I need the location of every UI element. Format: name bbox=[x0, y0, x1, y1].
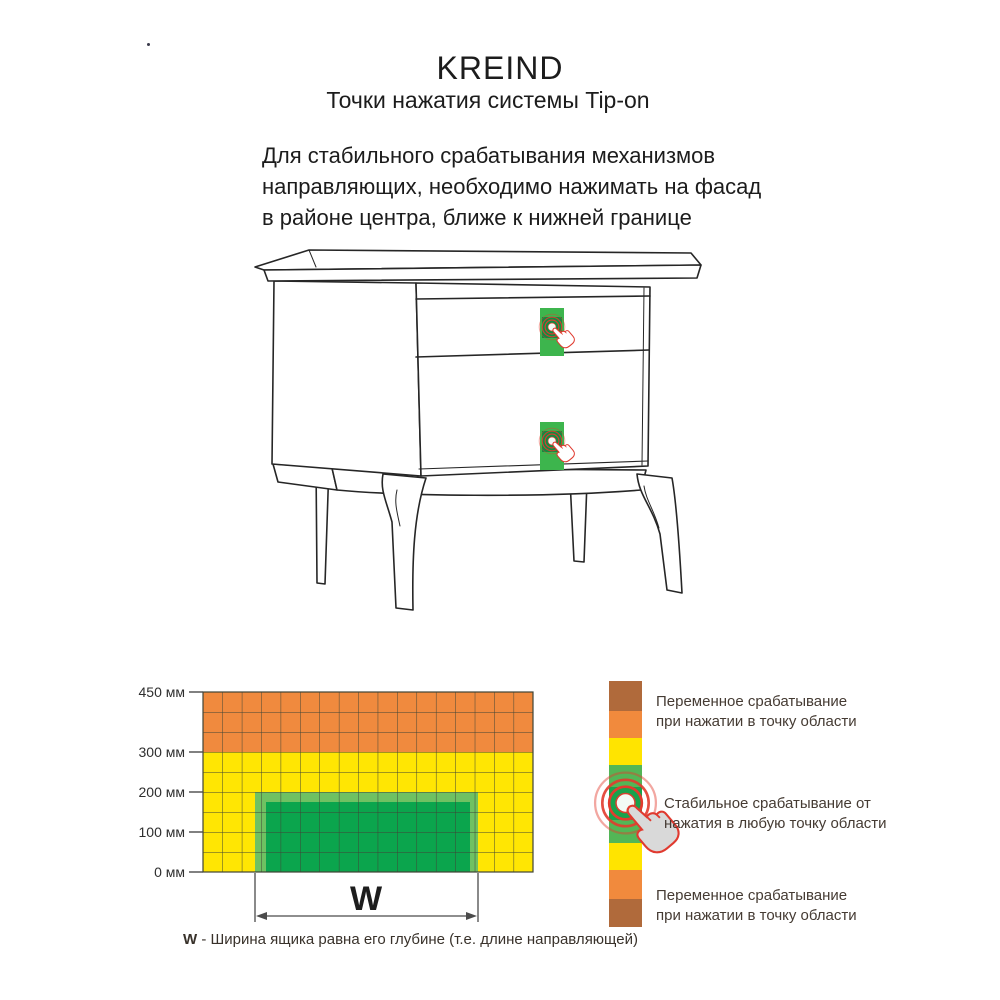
nightstand-illustration bbox=[240, 238, 720, 638]
stray-dot bbox=[147, 43, 150, 46]
legend-bottom-line-2: при нажатии в точку области bbox=[656, 906, 857, 924]
tick-100: 100 мм bbox=[138, 824, 185, 840]
description-line-2: направляющих, необходимо нажимать на фасад bbox=[262, 174, 762, 199]
legend-top-line-2: при нажатии в точку области bbox=[656, 712, 857, 730]
legend-middle-line-1: Стабильное срабатывание от bbox=[664, 795, 871, 812]
grid-lines bbox=[203, 692, 533, 872]
width-label: W bbox=[349, 880, 383, 918]
legend-middle-line-2: нажатия в любую точку области bbox=[664, 814, 887, 832]
page-subtitle: Точки нажатия системы Tip-on bbox=[326, 87, 650, 113]
description-line-1: Для стабильного срабатывания механизмов bbox=[262, 143, 716, 168]
legend-seg-yellow-bottom bbox=[609, 843, 642, 870]
width-footnote bbox=[183, 931, 653, 948]
leg-front-left bbox=[382, 474, 426, 610]
arrow-head-left bbox=[256, 912, 267, 920]
legend-seg-yellow-top bbox=[609, 738, 642, 765]
tick-300: 300 мм bbox=[138, 744, 185, 760]
nightstand-body-lines bbox=[255, 250, 701, 610]
description-paragraph bbox=[262, 140, 762, 233]
tick-0: 0 мм bbox=[154, 864, 185, 880]
legend-seg-orange-top bbox=[609, 711, 642, 738]
footnote-term: W bbox=[183, 931, 198, 948]
nightstand-drawing-svg bbox=[240, 238, 720, 638]
front-face bbox=[416, 283, 650, 476]
legend-seg-brown-top bbox=[609, 681, 642, 711]
legend-seg-orange-bottom bbox=[609, 870, 642, 899]
arrow-head-right bbox=[466, 912, 477, 920]
legend-label-stable bbox=[664, 794, 924, 833]
legend-seg-brown-bottom bbox=[609, 899, 642, 927]
legend-top-line-1: Переменное срабатывание bbox=[656, 693, 848, 710]
tick-200: 200 мм bbox=[138, 784, 185, 800]
legend-bottom-line-1: Переменное срабатывание bbox=[656, 887, 848, 904]
tick-dashes bbox=[189, 692, 203, 872]
description-line-3: в районе центра, ближе к нижней границе bbox=[262, 205, 692, 230]
y-axis bbox=[139, 684, 204, 880]
legend-bar-svg bbox=[606, 681, 646, 928]
legend-label-variable-top bbox=[656, 692, 906, 731]
zone-grid-svg bbox=[140, 660, 610, 930]
tick-450: 450 мм bbox=[138, 684, 185, 700]
legend-label-variable-bottom bbox=[656, 886, 906, 925]
side-panel bbox=[272, 281, 421, 476]
footnote-text: - Ширина ящика равна его глубине (т.е. длине направляющей) bbox=[197, 931, 638, 948]
leg-front-right bbox=[637, 474, 682, 593]
press-zone-diagram bbox=[140, 660, 610, 930]
page-title: KREIND bbox=[436, 50, 564, 86]
legend-color-bar bbox=[606, 681, 646, 928]
